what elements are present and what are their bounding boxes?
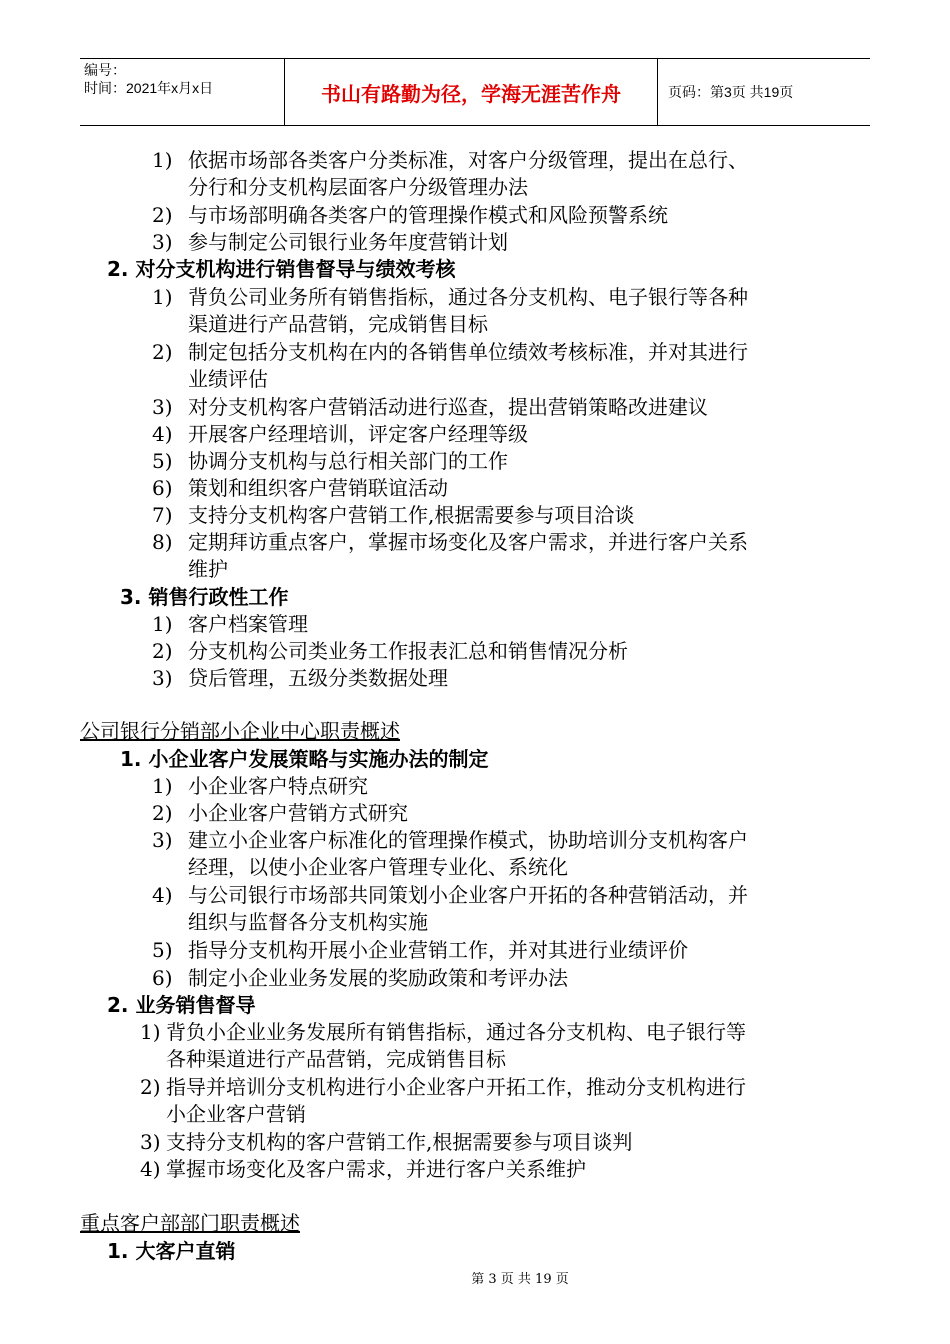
list-item [152,502,870,529]
list-item-text: 贷后管理，五级分类数据处理 [188,666,448,690]
list-item-number: 3) [152,230,173,254]
list-item [140,1074,870,1128]
list-item-number: 5) [152,938,173,962]
list-item-number: 2) [152,801,173,825]
list-item-text: 定期拜访重点客户，掌握市场变化及客户需求，并进行客户关系 [188,530,748,554]
subsection-heading: 2. 业务销售督导 [107,993,256,1017]
list-item-text: 分支机构公司类业务工作报表汇总和销售情况分析 [188,639,628,663]
list-item-text: 支持分支机构客户营销工作,根据需要参与项目洽谈 [188,503,635,527]
subsection-heading: 1. 大客户直销 [107,1239,236,1263]
list-item-number: 3) [152,666,173,690]
list-item-number: 8) [152,530,173,554]
list-item [152,529,870,583]
list-item-number: 2) [152,203,173,227]
list-item-number: 1) [140,1020,161,1044]
list-item [152,284,870,338]
list-item-number: 3) [140,1130,161,1154]
list-item-text: 经理，以使小企业客户管理专业化、系统化 [188,855,568,879]
list-item-text: 背负公司业务所有销售指标，通过各分支机构、电子银行等各种 [188,285,748,309]
list-item-number: 1) [152,148,173,172]
list-item-text: 小企业客户特点研究 [188,774,368,798]
list-item-text: 与公司银行市场部共同策划小企业客户开拓的各种营销活动，并 [188,883,748,907]
list-item-text: 参与制定公司银行业务年度营销计划 [188,230,508,254]
list-item-text: 指导分支机构开展小企业营销工作，并对其进行业绩评价 [188,938,688,962]
list-item-number: 2) [152,639,173,663]
list-item [152,827,870,881]
list-item [152,800,870,827]
list-item-text: 建立小企业客户标准化的管理操作模式，协助培训分支机构客户 [188,828,748,852]
page-header [80,58,870,126]
list-item-text: 支持分支机构的客户营销工作,根据需要参与项目谈判 [166,1130,633,1154]
list-item [152,448,870,475]
list-item-text: 业绩评估 [188,367,268,391]
list-item-text: 渠道进行产品营销，完成销售目标 [188,312,488,336]
list-item-text: 指导并培训分支机构进行小企业客户开拓工作，推动分支机构进行 [166,1075,746,1099]
list-item [152,882,870,936]
header-motto: 书山有路勤为径，学海无涯苦作舟 [284,59,658,125]
list-item-number: 4) [140,1157,161,1181]
list-item [152,202,870,229]
list-item-number: 1) [152,612,173,636]
list-item [152,147,870,201]
list-item-text: 背负小企业业务发展所有销售指标，通过各分支机构、电子银行等 [166,1020,746,1044]
list-item-number: 3) [152,828,173,852]
list-item-text: 客户档案管理 [188,612,308,636]
page-footer: 第 3 页 共 19 页 [471,1272,569,1287]
list-item-number: 4) [152,883,173,907]
header-page-info: 页码：第3页 共19页 [668,84,794,100]
list-item-number: 2) [152,340,173,364]
section-heading: 公司银行分销部小企业中心职责概述 [80,719,400,743]
list-item-text: 维护 [188,557,228,581]
list-item-text: 制定小企业业务发展的奖励政策和考评办法 [188,966,568,990]
list-item [140,1019,870,1073]
list-item [152,339,870,393]
list-item [140,1129,870,1156]
list-item-number: 1) [152,774,173,798]
list-item-text: 组织与监督各分支机构实施 [188,910,428,934]
list-item [152,773,870,800]
list-item-text: 掌握市场变化及客户需求，并进行客户关系维护 [166,1157,586,1181]
list-item-number: 7) [152,503,173,527]
list-item-number: 4) [152,422,173,446]
list-item [152,394,870,421]
list-item [152,965,870,992]
list-item [152,937,870,964]
subsection-heading: 3. 销售行政性工作 [120,585,289,609]
list-item-number: 6) [152,476,173,500]
list-item-text: 与市场部明确各类客户的管理操作模式和风险预警系统 [188,203,668,227]
list-item [152,665,870,692]
list-item-text: 小企业客户营销 [166,1102,306,1126]
list-item-text: 依据市场部各类客户分类标准，对客户分级管理，提出在总行、 [188,148,748,172]
list-item [152,475,870,502]
list-item [140,1156,870,1183]
list-item-number: 6) [152,966,173,990]
list-item [152,611,870,638]
list-item-text: 各种渠道进行产品营销，完成销售目标 [166,1047,506,1071]
list-item-number: 5) [152,449,173,473]
list-item-text: 制定包括分支机构在内的各销售单位绩效考核标准，并对其进行 [188,340,748,364]
subsection-heading: 2. 对分支机构进行销售督导与绩效考核 [107,257,456,281]
list-item-number: 2) [140,1075,161,1099]
header-meta [80,59,284,125]
list-item-number: 3) [152,395,173,419]
list-item [152,229,870,256]
document-time: 时间：2021年x月x日 [84,80,214,96]
list-item-text: 协调分支机构与总行相关部门的工作 [188,449,508,473]
document-number: 编号： [84,62,126,78]
list-item-number: 1) [152,285,173,309]
list-item-text: 开展客户经理培训，评定客户经理等级 [188,422,528,446]
list-item-text: 分行和分支机构层面客户分级管理办法 [188,175,528,199]
list-item-text: 策划和组织客户营销联谊活动 [188,476,448,500]
list-item-text: 对分支机构客户营销活动进行巡查，提出营销策略改进建议 [188,395,708,419]
subsection-heading: 1. 小企业客户发展策略与实施办法的制定 [120,747,489,771]
list-item-text: 小企业客户营销方式研究 [188,801,408,825]
list-item [152,421,870,448]
section-heading: 重点客户部部门职责概述 [80,1211,300,1235]
list-item [152,638,870,665]
